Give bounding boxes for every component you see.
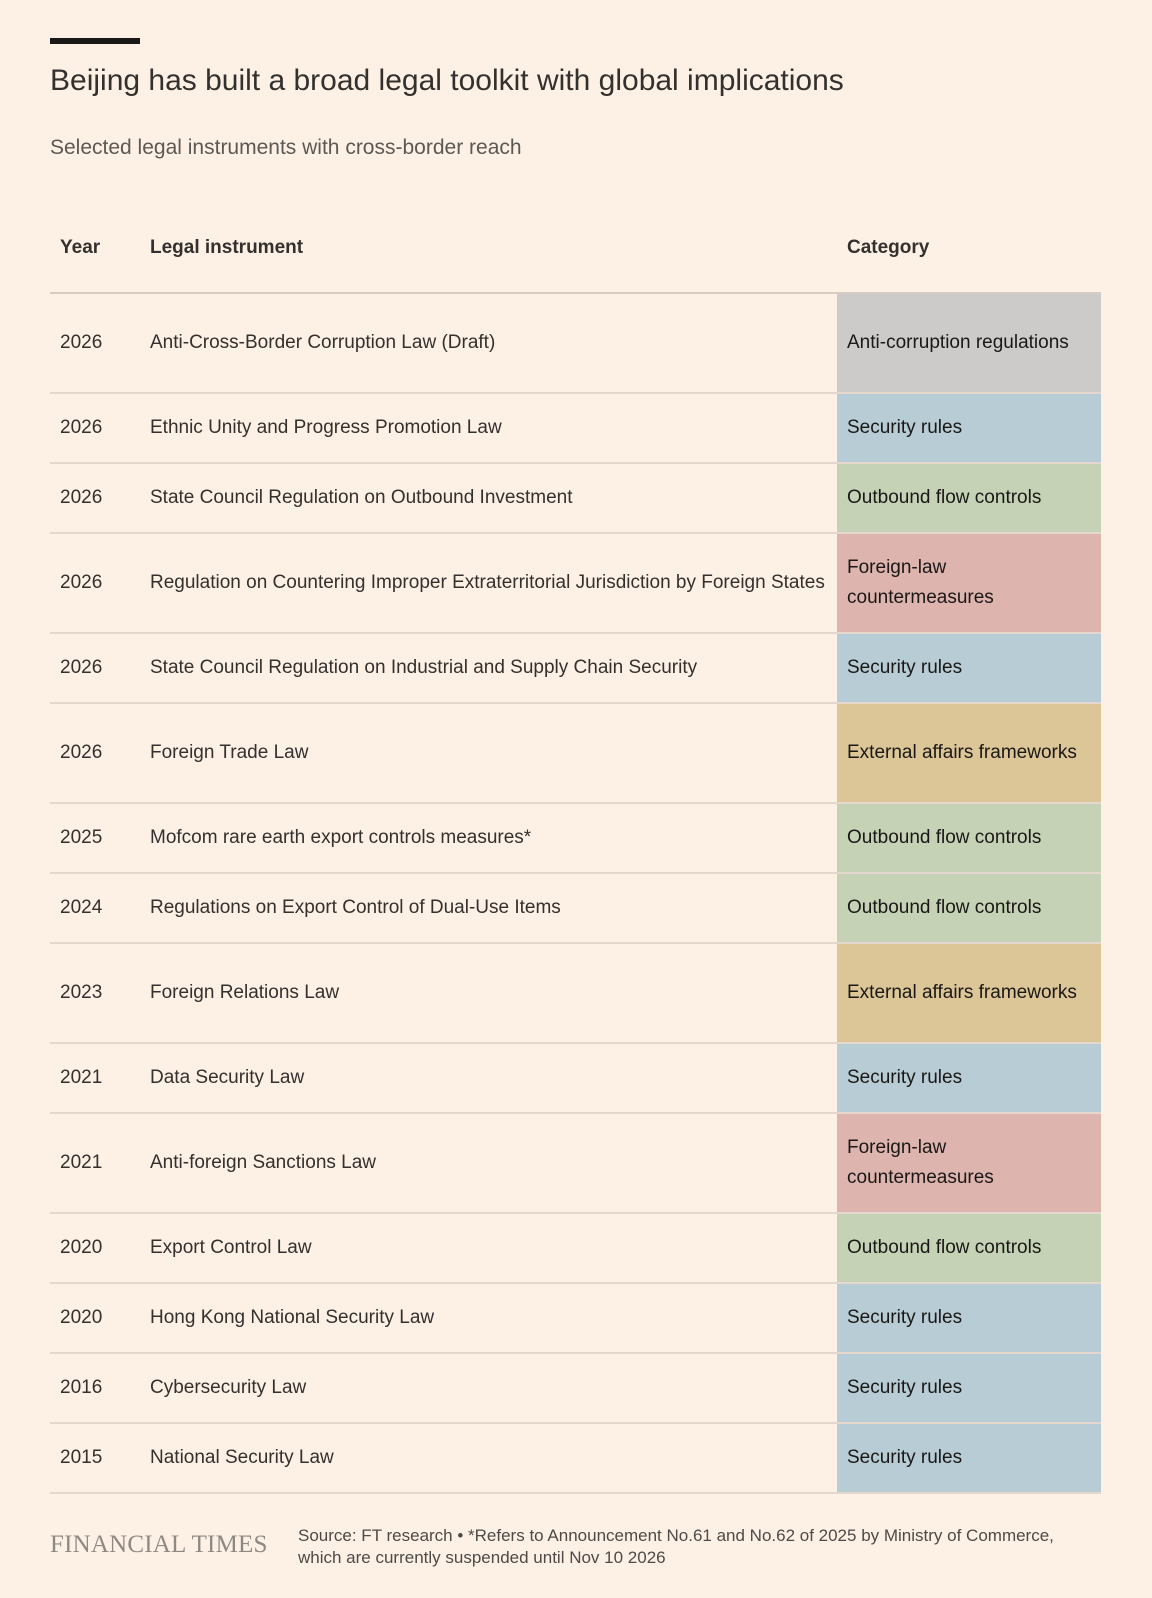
cell-instrument: State Council Regulation on Outbound Investment [140, 463, 837, 533]
cell-instrument: Regulations on Export Control of Dual-Use Items [140, 873, 837, 943]
column-header-instrument: Legal instrument [140, 204, 837, 293]
cell-year: 2015 [50, 1423, 140, 1493]
cell-instrument: National Security Law [140, 1423, 837, 1493]
top-rule [50, 38, 140, 44]
cell-category: Anti-corruption regulations [837, 293, 1101, 393]
column-header-year: Year [50, 204, 140, 293]
table-row [50, 1423, 1101, 1493]
source-note: Source: FT research • *Refers to Announcement No.61 and No.62 of 2025 by Ministry of Commerce, which are currently suspended until Nov 10 2026 [298, 1526, 1054, 1567]
table-row [50, 463, 1101, 533]
cell-year: 2026 [50, 393, 140, 463]
chart-subtitle: Selected legal instruments with cross-border reach [50, 136, 522, 159]
cell-instrument: Hong Kong National Security Law [140, 1283, 837, 1353]
cell-instrument: Export Control Law [140, 1213, 837, 1283]
table-row [50, 1113, 1101, 1213]
column-header-category: Category [837, 204, 1101, 293]
table-row [50, 1353, 1101, 1423]
cell-year: 2026 [50, 533, 140, 633]
table-header-row [50, 204, 1101, 293]
cell-instrument: Mofcom rare earth export controls measures* [140, 803, 837, 873]
cell-instrument: Anti-foreign Sanctions Law [140, 1113, 837, 1213]
cell-year: 2026 [50, 703, 140, 803]
cell-category: Outbound flow controls [837, 873, 1101, 943]
cell-category: Foreign-law countermeasures [837, 1113, 1101, 1213]
cell-category: Security rules [837, 1423, 1101, 1493]
cell-year: 2026 [50, 633, 140, 703]
cell-category: Outbound flow controls [837, 803, 1101, 873]
cell-category: Outbound flow controls [837, 1213, 1101, 1283]
table-row [50, 293, 1101, 393]
cell-instrument: Anti-Cross-Border Corruption Law (Draft) [140, 293, 837, 393]
table-row [50, 943, 1101, 1043]
cell-category: External affairs frameworks [837, 703, 1101, 803]
cell-category: Outbound flow controls [837, 463, 1101, 533]
cell-category: Security rules [837, 393, 1101, 463]
cell-instrument: Regulation on Countering Improper Extraterritorial Jurisdiction by Foreign States [140, 533, 837, 633]
table-row [50, 703, 1101, 803]
cell-instrument: Foreign Trade Law [140, 703, 837, 803]
cell-year: 2023 [50, 943, 140, 1043]
cell-year: 2025 [50, 803, 140, 873]
cell-year: 2021 [50, 1043, 140, 1113]
cell-year: 2024 [50, 873, 140, 943]
cell-instrument: State Council Regulation on Industrial and Supply Chain Security [140, 633, 837, 703]
table-body [50, 293, 1101, 1493]
table-row [50, 803, 1101, 873]
cell-year: 2021 [50, 1113, 140, 1213]
table-row [50, 633, 1101, 703]
table-row [50, 533, 1101, 633]
cell-category: Security rules [837, 1043, 1101, 1113]
table-row [50, 873, 1101, 943]
cell-instrument: Data Security Law [140, 1043, 837, 1113]
cell-category: Security rules [837, 633, 1101, 703]
cell-instrument: Cybersecurity Law [140, 1353, 837, 1423]
cell-year: 2020 [50, 1213, 140, 1283]
cell-instrument: Ethnic Unity and Progress Promotion Law [140, 393, 837, 463]
chart-title: Beijing has built a broad legal toolkit with global implications [50, 64, 844, 97]
cell-year: 2026 [50, 293, 140, 393]
table-row [50, 1043, 1101, 1113]
cell-category: Foreign-law countermeasures [837, 533, 1101, 633]
cell-category: External affairs frameworks [837, 943, 1101, 1043]
cell-category: Security rules [837, 1283, 1101, 1353]
table-row [50, 1213, 1101, 1283]
cell-category: Security rules [837, 1353, 1101, 1423]
instruments-table [50, 204, 1101, 1494]
ft-logo: FINANCIAL TIMES [50, 1531, 268, 1558]
cell-year: 2016 [50, 1353, 140, 1423]
table-row [50, 393, 1101, 463]
cell-year: 2026 [50, 463, 140, 533]
table-row [50, 1283, 1101, 1353]
chart-container [50, 38, 1101, 1494]
cell-instrument: Foreign Relations Law [140, 943, 837, 1043]
cell-year: 2020 [50, 1283, 140, 1353]
